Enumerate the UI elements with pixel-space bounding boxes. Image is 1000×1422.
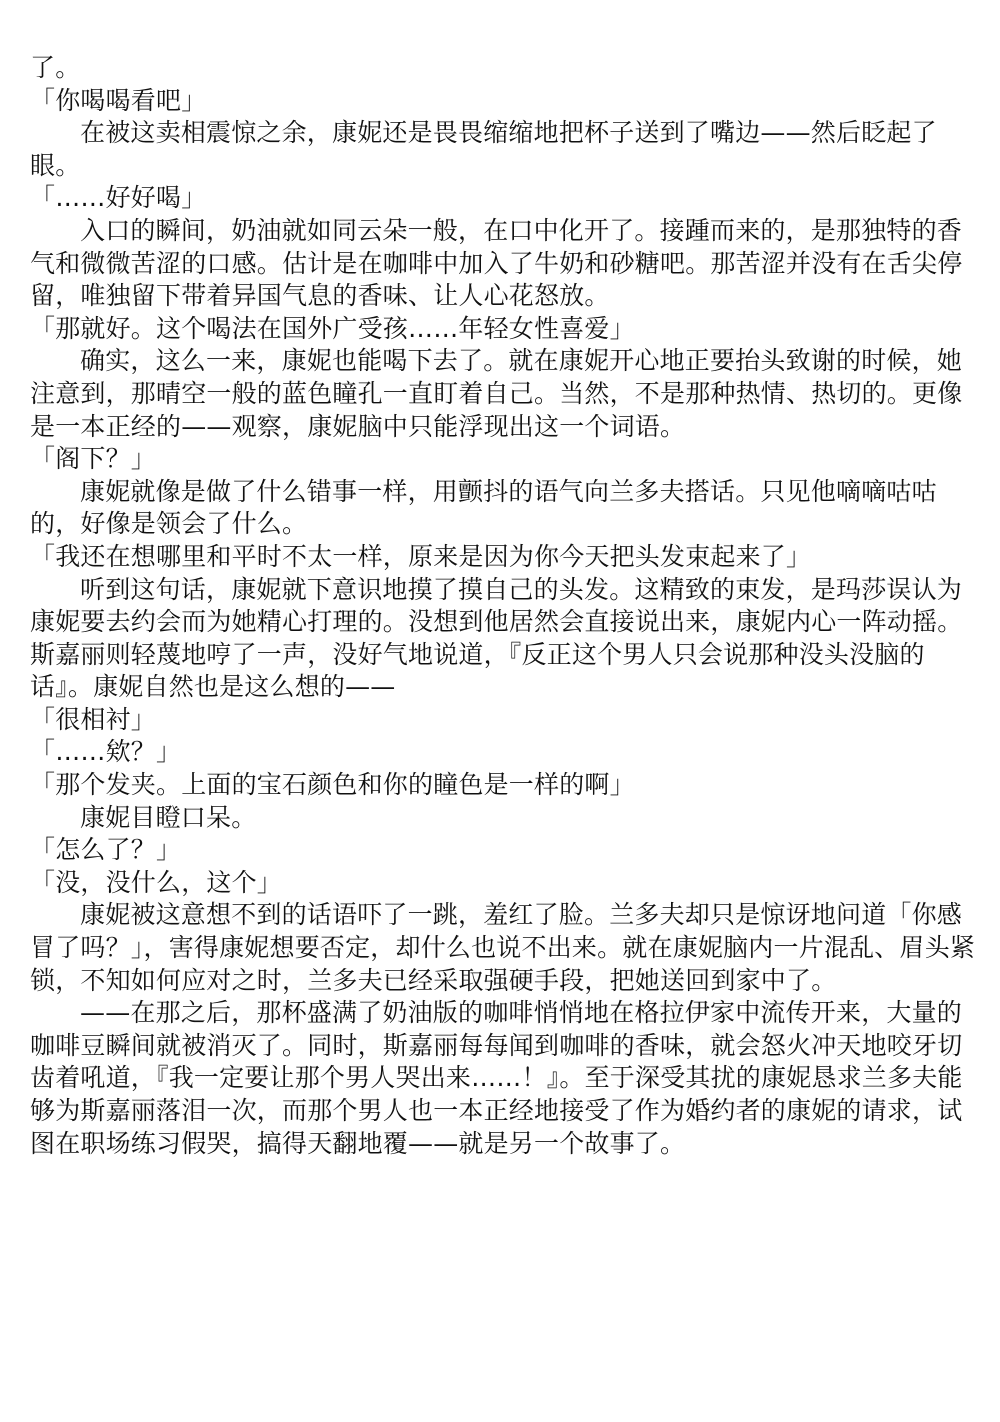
paragraph-dialog: 「怎么了？」 bbox=[30, 835, 182, 865]
paragraph-dialog: 「你喝喝看吧」 bbox=[30, 85, 207, 115]
paragraph-dialog: 「我还在想哪里和平时不太一样，原来是因为你今天把头发束起来了」 bbox=[30, 541, 812, 571]
paragraph-dialog: 「阁下？」 bbox=[30, 444, 157, 474]
paragraph-dialog: 「……欸？」 bbox=[30, 737, 182, 767]
paragraph-dialog: 「很相衬」 bbox=[30, 704, 157, 734]
paragraph-narration: 在被这卖相震惊之余，康妮还是畏畏缩缩地把杯子送到了嘴边——然后眨起了眼。 bbox=[30, 118, 937, 180]
paragraph-narration: 康妮就像是做了什么错事一样，用颤抖的语气向兰多夫搭话。只见他嘀嘀咕咕的，好像是领会了什么。 bbox=[30, 476, 937, 539]
paragraph-narration: 入口的瞬间，奶油就如同云朵一般，在口中化开了。接踵而来的，是那独特的香气和微微苦涩的口感。估计是在咖啡中加入了牛奶和砂糖吧。那苦涩并没有在舌尖停留，唯独留下带着异国气息的香味、让人心花怒放。 bbox=[30, 215, 963, 311]
paragraph-narration: ——在那之后，那杯盛满了奶油版的咖啡悄悄地在格拉伊家中流传开来，大量的咖啡豆瞬间就被消灭了。同时，斯嘉丽每每闻到咖啡的香味，就会怒火冲天地咬牙切齿着吼道，『我一定要让那个男人哭出来……！』。至于深受其扰的康妮恳求兰多夫能够为斯嘉丽落泪一次，而那个男人也一本正经地接受了作为婚约者的康妮的请求，试图在职场练习假哭，搞得天翻地覆——就是另一个故事了。 bbox=[30, 998, 963, 1158]
paragraph-dialog: 「没，没什么，这个」 bbox=[30, 867, 283, 897]
document-page bbox=[30, 52, 976, 1160]
paragraph-narration: 听到这句话，康妮就下意识地摸了摸自己的头发。这精致的束发，是玛莎误认为康妮要去约会而为她精心打理的。没想到他居然会直接说出来，康妮内心一阵动摇。斯嘉丽则轻蔑地哼了一声，没好气地说道，『反正这个男人只会说那种没头没脑的话』。康妮自然也是这么想的—— bbox=[30, 574, 963, 702]
paragraph-narration: 康妮被这意想不到的话语吓了一跳，羞红了脸。兰多夫却只是惊讶地问道「你感冒了吗？」，害得康妮想要否定，却什么也说不出来。就在康妮脑内一片混乱、眉头紧锁，不知如何应对之时，兰多夫已经采取强硬手段，把她送回到家中了。 bbox=[30, 900, 976, 995]
paragraph-dialog: 「那个发夹。上面的宝石颜色和你的瞳色是一样的啊」 bbox=[30, 770, 635, 800]
paragraph-narration: 了。 bbox=[30, 53, 81, 82]
paragraph-dialog: 「……好好喝」 bbox=[30, 183, 207, 213]
paragraph-dialog: 「那就好。这个喝法在国外广受孩……年轻女性喜爱」 bbox=[30, 313, 635, 343]
paragraph-narration: 康妮目瞪口呆。 bbox=[80, 802, 257, 832]
paragraph-narration: 确实，这么一来，康妮也能喝下去了。就在康妮开心地正要抬头致谢的时候，她注意到，那晴空一般的蓝色瞳孔一直盯着自己。当然，不是那种热情、热切的。更像是一本正经的——观察，康妮脑中只能浮现出这一个词语。 bbox=[30, 346, 963, 441]
